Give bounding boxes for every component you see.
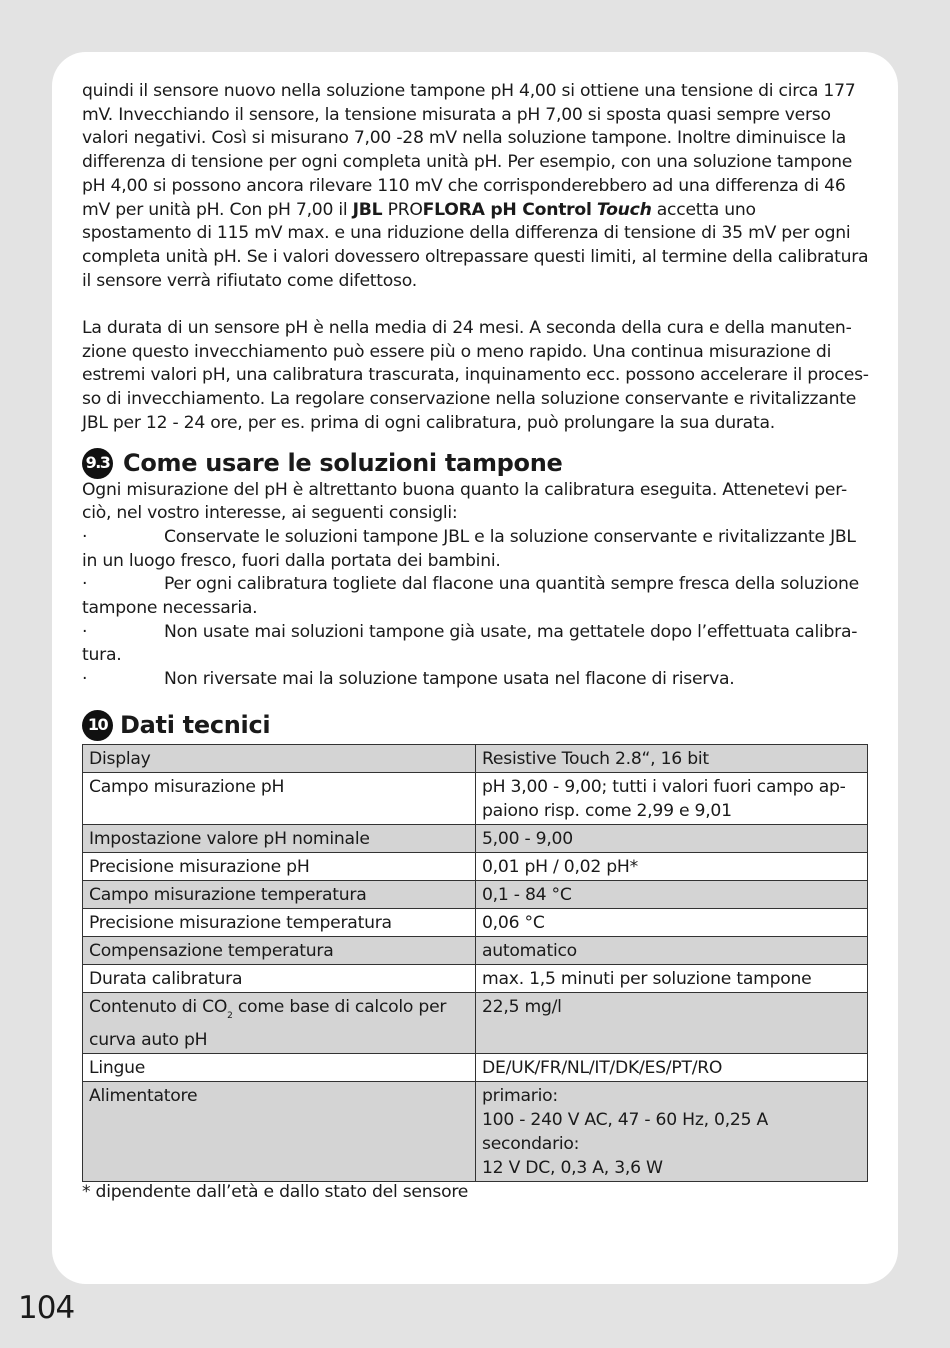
spec-value-line: 12 V DC, 0,3 A, 3,6 W bbox=[482, 1157, 663, 1178]
bullet-text: Per ogni calibratura togliete dal flacone una quantità sempre fresca della soluzione bbox=[164, 574, 859, 595]
bullet-text: Conservate le soluzioni tampone JBL e la soluzione conservante e rivitalizzante JBL bbox=[164, 526, 856, 547]
spec-value: max. 1,5 minuti per soluzione tampone bbox=[476, 964, 868, 992]
list-item bbox=[82, 668, 870, 692]
spec-label: Impostazione valore pH nominale bbox=[83, 824, 476, 852]
table-row bbox=[83, 908, 868, 936]
subscript: 2 bbox=[227, 1010, 233, 1021]
brand-touch: Touch bbox=[596, 199, 652, 220]
section-title: Dati tecnici bbox=[120, 711, 271, 740]
spec-value-line: secondario: bbox=[482, 1133, 580, 1154]
bullet-dot: · bbox=[82, 621, 88, 642]
table-row bbox=[83, 1053, 868, 1081]
brand-jbl: JBL bbox=[352, 199, 383, 220]
spec-label: Precisione misurazione temperatura bbox=[83, 908, 476, 936]
list-item bbox=[82, 526, 870, 550]
bullet-continuation: in un luogo fresco, fuori dalla portata dei bambini. bbox=[82, 550, 501, 571]
spec-label-part: Contenuto di CO bbox=[89, 996, 228, 1017]
spec-label: Precisione misurazione pH bbox=[83, 852, 476, 880]
table-row bbox=[83, 772, 868, 824]
table-row bbox=[83, 744, 868, 772]
section-title: Come usare le soluzioni tampone bbox=[123, 449, 563, 478]
spec-value: automatico bbox=[476, 936, 868, 964]
list-item bbox=[82, 621, 870, 645]
table-row bbox=[83, 880, 868, 908]
spec-value-line: primario: bbox=[482, 1085, 558, 1106]
bullet-continuation: tura. bbox=[82, 645, 122, 666]
spec-label: Display bbox=[83, 744, 476, 772]
table-row bbox=[83, 852, 868, 880]
spec-value: 5,00 - 9,00 bbox=[476, 824, 868, 852]
spec-value: Resistive Touch 2.8“, 16 bit bbox=[476, 744, 868, 772]
bullet-text: Non riversate mai la soluzione tampone usata nel flacone di riserva. bbox=[164, 669, 735, 690]
section-heading-10 bbox=[82, 710, 870, 741]
table-row bbox=[83, 992, 868, 1053]
spec-label-part: come base di calcolo per curva auto pH bbox=[89, 996, 447, 1050]
spec-label: Compensazione temperatura bbox=[83, 936, 476, 964]
table-row bbox=[83, 1081, 868, 1181]
bullet-dot: · bbox=[82, 526, 88, 547]
intro-text-2: accetta uno spostamento di 115 mV max. e una riduzione della differenza di tensione di 35 mV per ogni completa unità pH. Se i valori dovessero oltrepassare questi limiti, al termine della calibratura il sensore verrà rifiutato come difettoso. bbox=[82, 199, 869, 291]
section-heading-9-3 bbox=[82, 448, 870, 479]
section-number-badge: 10 bbox=[82, 710, 113, 741]
intro-text-1: quindi il sensore nuovo nella soluzione tampone pH 4,00 si ottiene una tensione di circa 177 mV. Invecchiando il sensore, la tensione misurata a pH 7,00 si sposta quasi sempre verso valori negativi. Così si misurano 7,00 -28 mV nella soluzione tampone. Inoltre diminuisce la differenza di tensione per ogni completa unità pH. Per esempio, con una soluzione tampone pH 4,00 si possono ancora rilevare 110 mV che corrisponderebbero ad una differenza di 46 mV per unità pH. Con pH 7,00 il bbox=[82, 81, 856, 220]
durata-paragraph: La durata di un sensore pH è nella media di 24 mesi. A seconda della cura e della manuten-zione questo invecchiamento può essere più o meno rapido. Una continua misurazione di estremi valori pH, una calibratura trascurata, inquinamento ecc. possono accelerare il proces-so di invecchiamento. La regolare conservazione nella soluzione conservante e rivitalizzante JBL per 12 - 24 ore, per es. prima di ogni calibratura, può prolungare la sua durata. bbox=[82, 318, 869, 433]
list-item bbox=[82, 573, 870, 597]
spec-value bbox=[476, 1081, 868, 1181]
spec-value: pH 3,00 - 9,00; tutti i valori fuori campo ap-paiono risp. come 2,99 e 9,01 bbox=[476, 772, 868, 824]
table-row bbox=[83, 824, 868, 852]
spec-label: Durata calibratura bbox=[83, 964, 476, 992]
spec-value: 0,1 - 84 °C bbox=[476, 880, 868, 908]
table-row bbox=[83, 936, 868, 964]
spec-value: 22,5 mg/l bbox=[476, 992, 868, 1053]
page-content bbox=[82, 80, 870, 1202]
bullet-list bbox=[82, 526, 870, 692]
spec-label: Lingue bbox=[83, 1053, 476, 1081]
spec-value: 0,06 °C bbox=[476, 908, 868, 936]
spec-value: 0,01 pH / 0,02 pH* bbox=[476, 852, 868, 880]
bullet-continuation: tampone necessaria. bbox=[82, 598, 258, 619]
section-number-badge: 9.3 bbox=[82, 448, 113, 479]
table-row bbox=[83, 964, 868, 992]
bullet-dot: · bbox=[82, 574, 88, 595]
spec-label: Alimentatore bbox=[83, 1081, 476, 1181]
page-number: 104 bbox=[18, 1290, 75, 1326]
bullet-text: Non usate mai soluzioni tampone già usate, ma gettatele dopo l’effettuata calibra- bbox=[164, 621, 858, 642]
spec-label: Campo misurazione temperatura bbox=[83, 880, 476, 908]
spec-label bbox=[83, 992, 476, 1053]
brand-flora: FLORA pH Control bbox=[422, 199, 592, 220]
footnote: * dipendente dall’età e dallo stato del sensore bbox=[82, 1181, 469, 1202]
intro-paragraph bbox=[82, 80, 870, 293]
bullet-dot: · bbox=[82, 669, 88, 690]
spec-value-line: 100 - 240 V AC, 47 - 60 Hz, 0,25 A bbox=[482, 1109, 769, 1130]
spec-label: Campo misurazione pH bbox=[83, 772, 476, 824]
section-intro: Ogni misurazione del pH è altrettanto buona quanto la calibratura eseguita. Attenetevi per-ciò, nel vostro interesse, ai seguenti consigli: bbox=[82, 479, 847, 524]
brand-pro: PRO bbox=[387, 199, 423, 220]
spec-value: DE/UK/FR/NL/IT/DK/ES/PT/RO bbox=[476, 1053, 868, 1081]
specs-table bbox=[82, 744, 868, 1182]
